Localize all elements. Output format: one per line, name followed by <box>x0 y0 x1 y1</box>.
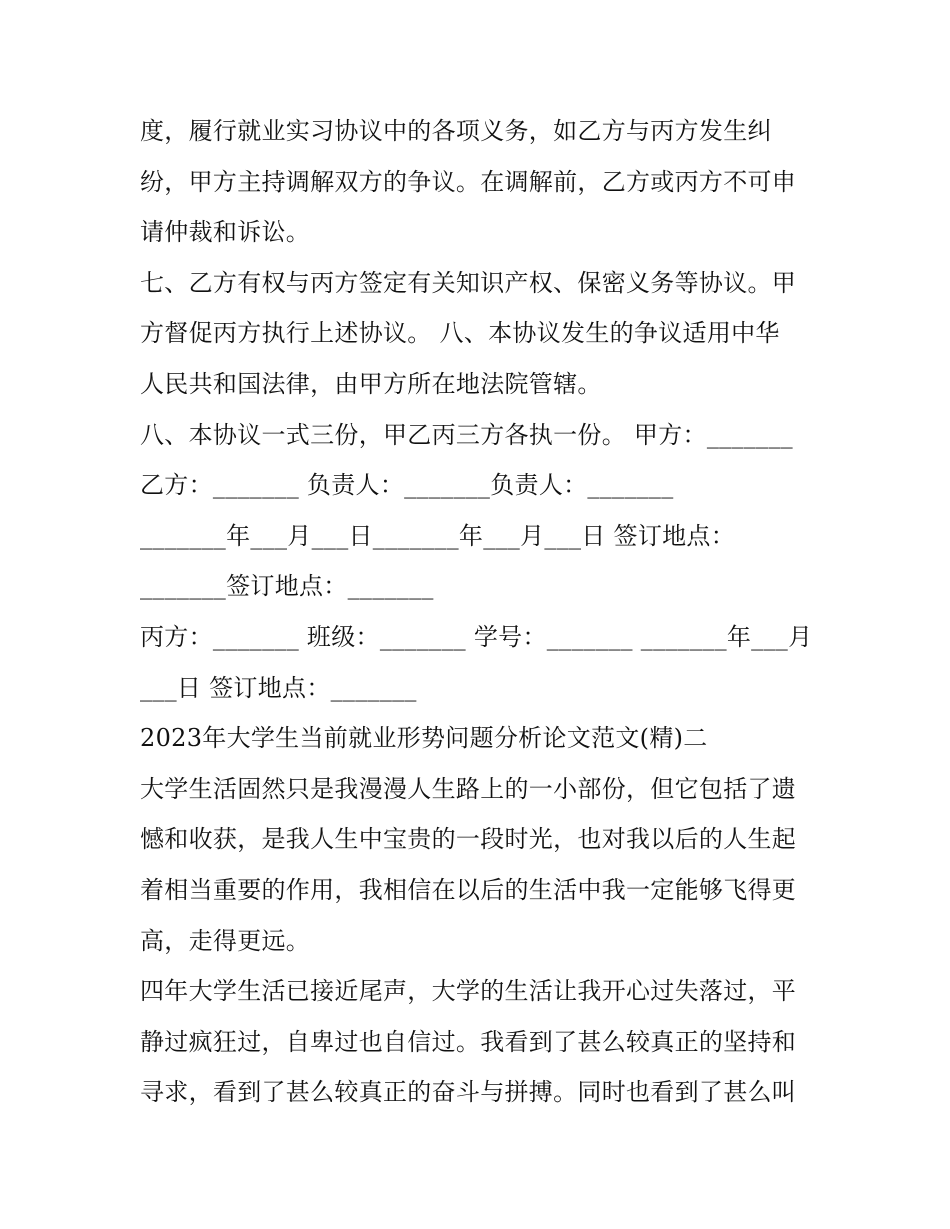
text-line: 憾和收获，是我人生中宝贵的一段时光，也对我以后的人生起 <box>140 825 797 854</box>
document-body <box>140 106 820 1118</box>
text-line: 度，履行就业实习协议中的各项义务，如乙方与丙方发生纠 <box>140 117 772 145</box>
text-line: 寻求，看到了甚么较真正的奋斗与拼搏。同时也看到了甚么叫 <box>140 1078 797 1107</box>
text-line: 高，走得更远。 <box>140 926 311 955</box>
text-line: 四年大学生活已接近尾声，大学的生活让我开心过失落过，平 <box>140 977 797 1006</box>
text-line: 七、乙方有权与丙方签定有关知识产权、保密义务等协议。甲 <box>140 268 797 297</box>
text-line: 着相当重要的作用，我相信在以后的生活中我一定能够飞得更 <box>140 875 797 904</box>
text-line: ___日 签订地点：_______ <box>140 673 417 702</box>
text-line: 丙方：_______ 班级：_______ 学号：_______ _______年___月 <box>140 622 813 651</box>
section-heading: 2023年大学生当前就业形势问题分析论文范文(精)二 <box>140 724 708 753</box>
text-line: 方督促丙方执行上述协议。 八、本协议发生的争议适用中华 <box>140 319 780 348</box>
text-line: _______年___月___日_______年___月___日 签订地点： <box>140 521 736 550</box>
text-line: 纷，甲方主持调解双方的争议。在调解前，乙方或丙方不可申 <box>140 167 797 196</box>
text-line: 乙方：_______ 负责人：_______负责人：_______ <box>140 471 674 500</box>
text-line: 人民共和国法律，由甲方所在地法院管辖。 <box>140 369 602 398</box>
text-line: 大学生活固然只是我漫漫人生路上的一小部份，但它包括了遗 <box>140 774 797 803</box>
text-line: 请仲裁和诉讼。 <box>140 218 311 247</box>
text-line: 八、本协议一式三份，甲乙丙三方各执一份。 甲方：_______ <box>140 420 793 449</box>
text-line: _______签订地点：_______ <box>140 572 434 601</box>
text-line: 静过疯狂过，自卑过也自信过。我看到了甚么较真正的坚持和 <box>140 1027 797 1056</box>
